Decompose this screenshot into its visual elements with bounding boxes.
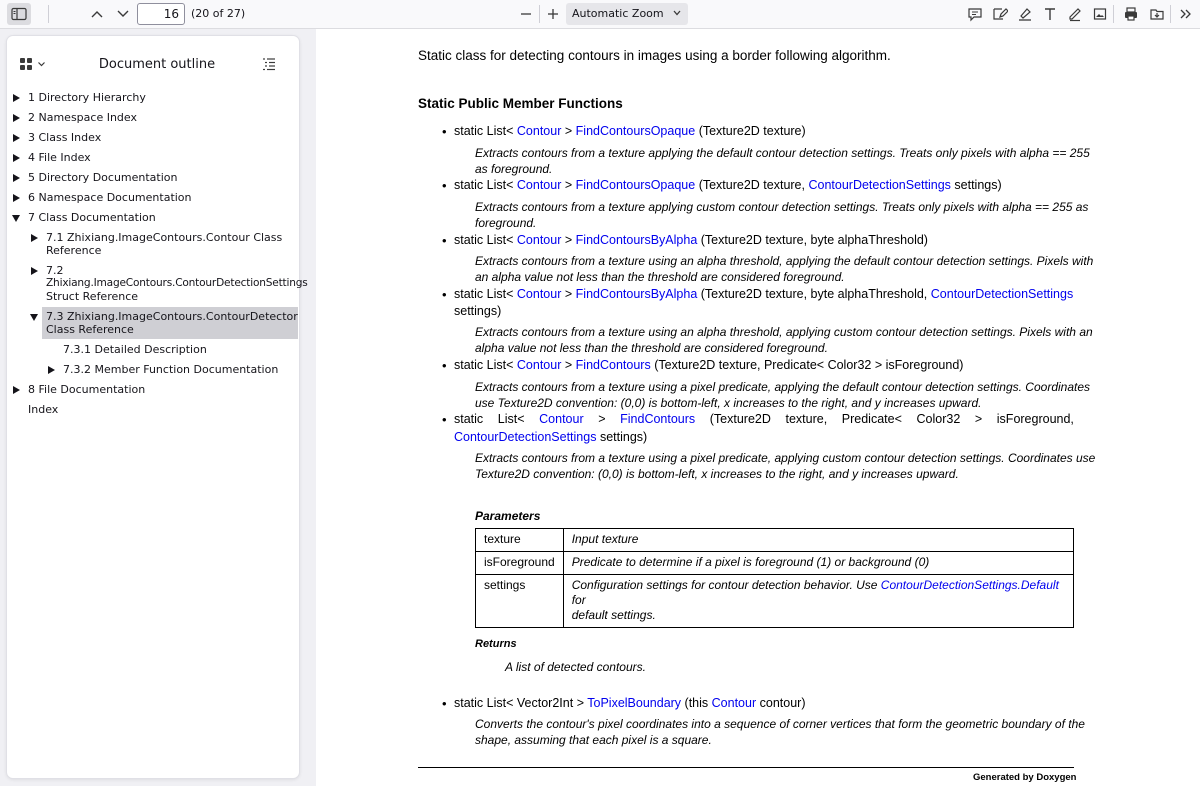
lt-symbol: < [506, 124, 514, 138]
lt-symbol: < [506, 696, 514, 710]
next-page-icon[interactable] [111, 3, 135, 25]
toolbar [0, 0, 1200, 29]
member-description [475, 325, 1093, 356]
return-type: static List [454, 178, 507, 192]
outline-item-label-cont: Struct Reference [46, 290, 139, 303]
contour-link[interactable]: Contour [539, 412, 584, 426]
desc-line: Extracts contours from a texture using a pixel predicate, applying the default contour detection settings. Coordinates [475, 380, 1091, 394]
bullet-icon: • [442, 287, 447, 302]
expand-arrow-icon[interactable] [12, 385, 20, 395]
contour-link[interactable]: Contour [516, 233, 562, 247]
outline-item[interactable] [28, 403, 288, 416]
gt-symbol: > [564, 287, 573, 301]
desc-line: Extracts contours from a texture using an alpha threshold, applying the default contour detection settings. Pixels with [475, 254, 1094, 268]
method-link[interactable]: ToPixelBoundary [587, 696, 682, 710]
outline-item[interactable] [63, 343, 293, 356]
outline-item-label: 7.3.1 Detailed Description [63, 343, 207, 356]
lt-symbol: < [506, 287, 514, 301]
toolbar-separator [48, 5, 49, 23]
gt-symbol: > [874, 358, 883, 372]
return-type: static List [454, 358, 507, 372]
parameters-table [475, 528, 1074, 628]
desc-line: Converts the contour's pixel coordinates into a sequence of corner vertices that form the geometric boundary of the [475, 717, 1085, 731]
returns-text: A list of detected contours. [505, 660, 646, 674]
return-type: static List [454, 233, 507, 247]
keyword: static [454, 412, 484, 426]
collapse-arrow-icon[interactable] [30, 312, 38, 322]
toolbar-separator [539, 5, 540, 23]
settings-type-link[interactable]: ContourDetectionSettings [930, 287, 1074, 301]
edit-text-icon[interactable] [988, 3, 1012, 25]
desc-line: foreground. [475, 215, 537, 230]
zoom-select-value: Automatic Zoom [572, 7, 664, 20]
return-type: static List [454, 287, 507, 301]
desc-line: an alpha value not less than the threshold are considered foreground. [475, 269, 845, 284]
chevron-down-icon [672, 8, 682, 18]
image-icon[interactable] [1088, 3, 1112, 25]
member-description [475, 380, 1091, 411]
outline-item-label: 7.1 Zhixiang.ImageContours.Contour Class [46, 231, 283, 244]
member-description [475, 451, 1096, 482]
sidebar-title: Document outline [98, 57, 216, 72]
param-desc: Predicate to determine if a pixel is foreground (1) or background (0) [563, 552, 1073, 575]
outline-item-label: 3 Class Index [28, 131, 102, 144]
outline-item-label: 7.3 Zhixiang.ImageContours.ContourDetector [46, 310, 298, 323]
member-signature [454, 124, 806, 138]
zoom-in-icon[interactable] [541, 3, 565, 25]
contour-link[interactable]: Contour [516, 358, 562, 372]
desc-line: Extracts contours from a texture using an alpha threshold, applying custom contour detection settings. Pixels with an [475, 325, 1093, 339]
document-outline-panel [7, 36, 308, 778]
outline-item-label: 5 Directory Documentation [28, 171, 178, 184]
print-icon[interactable] [1119, 3, 1143, 25]
return-type: static List [454, 124, 507, 138]
bullet-icon: • [442, 233, 447, 248]
contour-link[interactable]: Contour [711, 696, 757, 710]
method-link[interactable]: FindContoursByAlpha [575, 287, 698, 301]
return-type: Vector2Int [516, 696, 574, 710]
method-args: isForeground, [996, 412, 1074, 426]
method-link[interactable]: FindContoursByAlpha [575, 233, 698, 247]
outline-item-label: 7.3.2 Member Function Documentation [63, 363, 279, 376]
table-row [476, 529, 1074, 552]
class-summary: Static class for detecting contours in images using a border following algorithm. [418, 48, 891, 63]
lt-symbol: < [506, 178, 514, 192]
lt-symbol: < [517, 412, 525, 426]
returns-title: Returns [475, 638, 517, 650]
param-name: settings [476, 575, 564, 628]
gt-symbol: > [564, 178, 573, 192]
outline-item-label: Index [28, 403, 59, 416]
member-description [475, 146, 1090, 177]
more-tools-icon[interactable] [1174, 3, 1198, 25]
expand-arrow-icon[interactable] [30, 266, 38, 276]
zoom-out-icon[interactable] [514, 3, 538, 25]
member-description [475, 717, 1085, 748]
bullet-icon: • [442, 124, 447, 139]
outline-item-label: 2 Namespace Index [28, 111, 137, 124]
expand-arrow-icon[interactable] [12, 193, 20, 203]
outline-item-label: 7 Class Documentation [28, 211, 156, 224]
outline-options-icon[interactable] [262, 56, 276, 75]
section-heading: Static Public Member Functions [418, 96, 623, 111]
method-args: (Texture2D [709, 412, 771, 426]
param-desc-text: default settings. [571, 608, 656, 622]
desc-line: as foreground. [475, 161, 553, 176]
save-icon[interactable] [1145, 3, 1169, 25]
page-count: (20 of 27) [191, 7, 246, 20]
param-desc: Input texture [563, 529, 1073, 552]
document-page [316, 29, 1200, 786]
text-icon[interactable] [1038, 3, 1062, 25]
outline-item-label-cont: Zhixiang.ImageContours.ContourDetectionSettings [46, 277, 308, 289]
previous-page-icon[interactable] [85, 3, 109, 25]
zoom-select[interactable] [566, 3, 688, 25]
collapse-arrow-icon[interactable] [12, 213, 20, 223]
sidebar-toggle-icon[interactable] [7, 3, 31, 25]
method-args: Color32 [827, 358, 872, 372]
lt-symbol: < [506, 358, 514, 372]
outline-item-label: 8 File Documentation [28, 383, 146, 396]
param-desc [563, 575, 1073, 628]
contour-link[interactable]: Contour [516, 178, 562, 192]
param-desc-text: Configuration settings for contour detection behavior. Use [571, 578, 881, 592]
table-row [476, 575, 1074, 628]
member-description [475, 254, 1094, 285]
expand-arrow-icon[interactable] [12, 173, 20, 183]
method-args: (Texture2D texture) [698, 124, 806, 138]
footer-text: Generated by Doxygen [973, 772, 1077, 783]
bullet-icon: • [442, 696, 447, 711]
gt-symbol: > [974, 412, 983, 426]
expand-arrow-icon[interactable] [12, 113, 20, 123]
member-signature [454, 233, 928, 247]
grid-view-icon [20, 58, 32, 70]
parameters-title: Parameters [475, 509, 541, 523]
method-args: settings) [954, 178, 1002, 192]
param-name: texture [476, 529, 564, 552]
settings-default-link[interactable]: ContourDetectionSettings.Default [880, 578, 1059, 592]
gt-symbol: > [564, 358, 573, 372]
gt-symbol: > [598, 412, 606, 426]
desc-line: Extracts contours from a texture applying the default contour detection settings. Treats only pixels with alpha == 255 [475, 146, 1090, 160]
method-args: contour) [759, 696, 806, 710]
member-signature [454, 412, 1074, 426]
member-description [475, 200, 1089, 231]
member-signature-cont: settings) [454, 304, 502, 318]
member-signature [454, 696, 805, 710]
settings-type-link[interactable]: ContourDetectionSettings [808, 178, 951, 192]
desc-line: Extracts contours from a texture using a pixel predicate, applying custom contour detection settings. Coordinates use [475, 451, 1096, 465]
return-type: static List [454, 696, 507, 710]
desc-line: Extracts contours from a texture applying custom contour detection settings. Treats only pixels with alpha == 255 as [475, 200, 1089, 214]
expand-arrow-icon[interactable] [12, 153, 20, 163]
outline-item-label: 4 File Index [28, 151, 91, 164]
bullet-icon: • [442, 412, 447, 427]
outline-item-label: 7.2 [46, 264, 64, 277]
sidebar-header [7, 36, 299, 84]
expand-arrow-icon[interactable] [30, 233, 38, 243]
draw-icon[interactable] [1063, 3, 1087, 25]
member-signature [454, 178, 1002, 192]
outline-item-label-cont: Class Reference [46, 323, 134, 336]
lt-symbol: < [894, 412, 902, 426]
gt-symbol: > [564, 124, 573, 138]
page-number-input[interactable]: 16 [137, 3, 185, 25]
param-desc-text: for [571, 593, 586, 607]
desc-line: shape, assuming that each pixel is a square. [475, 732, 712, 747]
method-args: (Texture2D texture, byte alphaThreshold) [700, 233, 928, 247]
member-signature [454, 358, 963, 372]
method-args: (Texture2D texture, [698, 178, 805, 192]
method-link[interactable]: FindContours [620, 412, 696, 426]
settings-type-link[interactable]: ContourDetectionSettings [454, 430, 597, 444]
sidebar-view-selector[interactable] [20, 57, 52, 71]
desc-line: alpha value not less than the threshold are considered foreground. [475, 340, 828, 355]
chevron-down-icon [37, 60, 46, 68]
bullet-icon: • [442, 358, 447, 373]
method-args: (Texture2D texture, Predicate [654, 358, 817, 372]
contour-link[interactable]: Contour [516, 124, 562, 138]
desc-line: Texture2D convention: (0,0) is bottom-left, x increases to the right, and y increases upward. [475, 466, 959, 481]
lt-symbol: < [506, 233, 514, 247]
expand-arrow-icon[interactable] [47, 365, 55, 375]
method-args: isForeground) [885, 358, 964, 372]
outline-item-label: 1 Directory Hierarchy [28, 91, 146, 104]
outline-item-label: 6 Namespace Documentation [28, 191, 192, 204]
gt-symbol: > [576, 696, 584, 710]
member-signature [454, 287, 1073, 301]
toolbar-separator [1170, 5, 1171, 23]
method-args: settings) [599, 430, 648, 444]
comment-icon[interactable] [963, 3, 987, 25]
lt-symbol: < [816, 358, 825, 372]
method-args: (this [684, 696, 709, 710]
method-args: Predicate [841, 412, 895, 426]
return-type: List [497, 412, 518, 426]
method-link[interactable]: FindContours [575, 358, 651, 372]
desc-line: use Texture2D convention: (0,0) is bottom-left, x increases to the right, and y increases upward. [475, 395, 982, 410]
toolbar-separator [1113, 5, 1114, 23]
footer-rule [418, 767, 1074, 768]
contour-link[interactable]: Contour [516, 287, 562, 301]
highlight-icon[interactable] [1013, 3, 1037, 25]
table-row [476, 552, 1074, 575]
method-args: (Texture2D texture, byte alphaThreshold, [700, 287, 928, 301]
method-args: Color32 [916, 412, 961, 426]
method-link[interactable]: FindContoursOpaque [575, 178, 696, 192]
expand-arrow-icon[interactable] [12, 133, 20, 143]
method-link[interactable]: FindContoursOpaque [575, 124, 696, 138]
param-name: isForeground [476, 552, 564, 575]
method-args: texture, [785, 412, 828, 426]
bullet-icon: • [442, 178, 447, 193]
outline-item-label-cont: Reference [46, 244, 102, 257]
gt-symbol: > [564, 233, 573, 247]
member-signature-cont [454, 430, 647, 444]
expand-arrow-icon[interactable] [12, 93, 20, 103]
